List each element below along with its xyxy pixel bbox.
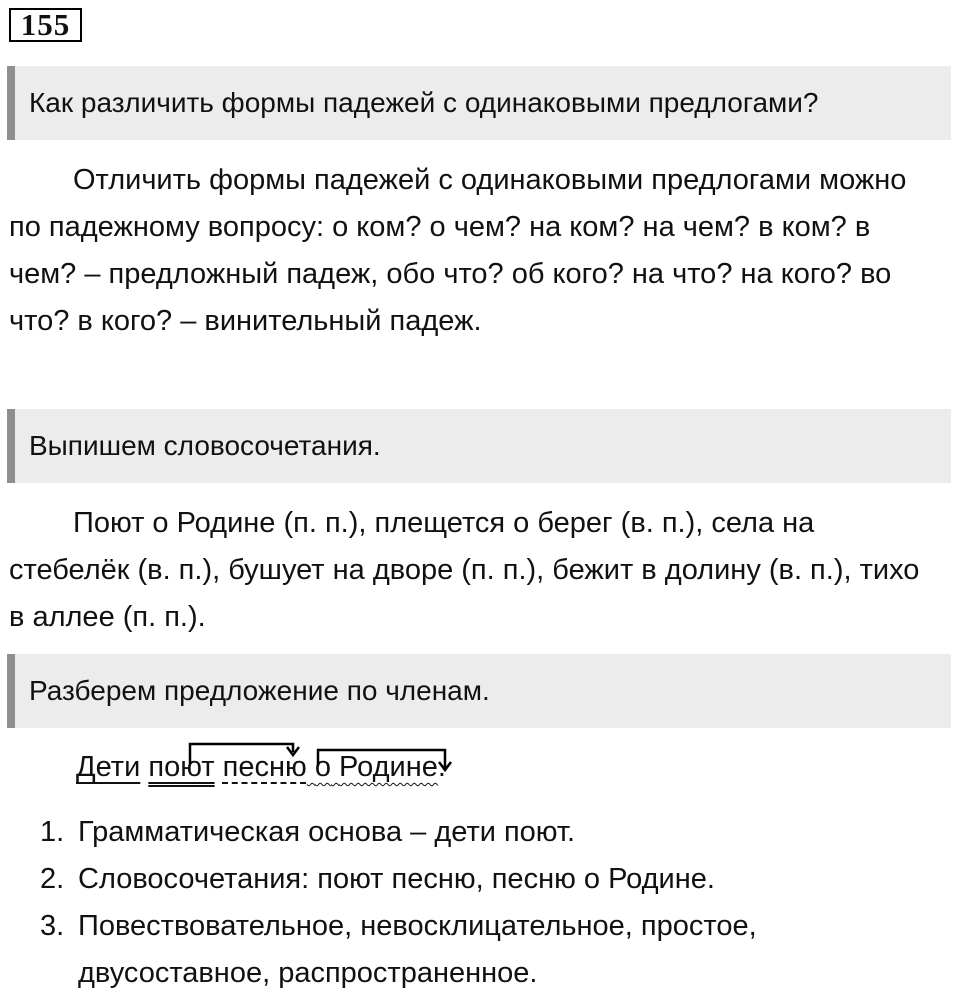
predicate-word: поют	[148, 751, 215, 783]
analysis-list	[40, 809, 898, 997]
subject-word: Дети	[76, 751, 141, 783]
exercise-number: 155	[9, 8, 82, 42]
section-heading-phrases	[7, 409, 951, 483]
heading-text: Как различить формы падежей с одинаковыми предлогами?	[29, 87, 819, 118]
heading-text: Разберем предложение по членам.	[29, 675, 490, 706]
section-heading-question	[7, 66, 951, 140]
sentence-end: .	[437, 751, 446, 783]
attribute-phrase	[307, 744, 438, 791]
list-item: 2. Словосочетания: поют песню, песню о Родине.	[40, 863, 715, 895]
list-item: 1. Грамматическая основа – дети поют.	[40, 816, 576, 848]
list-item: 3. Повествовательное, невосклицательное, простое, двусоставное, распространенное.	[40, 910, 757, 989]
object-word: песню	[222, 751, 307, 783]
attribute-word: Родине	[339, 751, 438, 783]
answer-paragraph: Отличить формы падежей с одинаковыми предлогами можно по падежному вопросу: о ком? о чем? на ком? на чем? в ком? в чем? – предложный падеж, обо что? об кого? на что? на кого? во что? в кого? – винительный падеж.	[9, 164, 907, 337]
parsed-sentence	[76, 744, 446, 791]
section-heading-parsing	[7, 654, 951, 728]
heading-text: Выпишем словосочетания.	[29, 430, 381, 461]
phrases-paragraph: Поют о Родине (п. п.), плещется о берег (в. п.), села на стебелёк (в. п.), бушует на дворе (п. п.), бежит в долину (в. п.), тихо в аллее (п. п.).	[9, 507, 920, 633]
preposition-word: о	[314, 751, 331, 783]
